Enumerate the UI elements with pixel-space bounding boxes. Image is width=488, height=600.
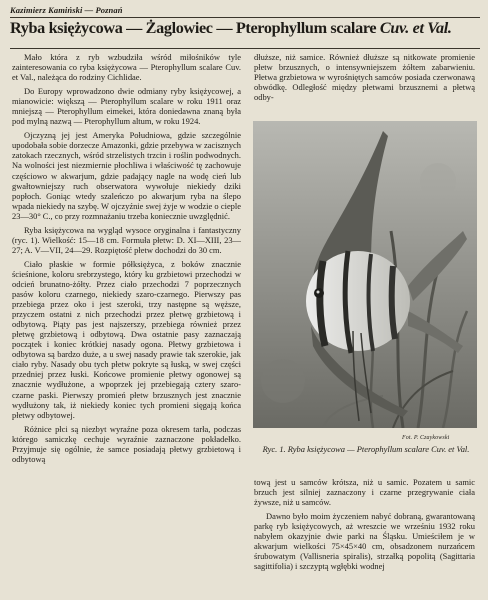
paragraph: Ryba księżycowa na wygląd wysoce oryginalna i fantastyczny (ryc. 1). Wielkość: 15—18 cm. Formuła płetw: D. XI—XIII, 23—27; A. V—VII, 24—29. Rozpiętość płetw dochodzi do 30 cm. — [12, 224, 241, 255]
figure-caption: Ryc. 1. Ryba księżycowa — Pterophyllum scalare Cuv. et Val. — [262, 444, 470, 454]
photo-credit: Fot. P. Czaykowski — [402, 435, 450, 441]
paragraph: Różnice płci są niezbyt wyraźne poza okresem tarła, podczas którego samiczkę cechuje wyraźnie zaznaczone pokładełko. Przyjmuje się ogólnie, że samce posiadają płetwy grzbietową i odbytową — [12, 423, 241, 464]
title-author-citation: Cuv. et Val. — [379, 19, 452, 37]
title-rule — [10, 48, 480, 49]
right-column-top — [254, 52, 475, 118]
header-rule — [10, 17, 480, 18]
right-column-bottom — [254, 477, 475, 598]
running-head: Kazimierz Kamiński — Poznań — [10, 5, 123, 15]
paragraph: Mało która z ryb wzbudziła wśród miłośników tyle zainteresowania co ryba księżycowa — Pterophyllum scalare Cuv. et Val., należąca do rodziny Cichlidae. — [12, 52, 241, 83]
title-text: Ryba księżycowa — Żaglowiec — Pterophyllum scalare — [10, 19, 380, 37]
paragraph: dłuższe, niż samice. Również dłuższe są nitkowate promienie płetw brzusznych, o intensywniejszem żółtem zabarwieniu. Płetwa grzbietowa w wyrośniętych samców posiada czerwonawą obwódkę. Odległość między płetwami brzusznemi a płetwą odby- — [254, 52, 475, 103]
article-title — [10, 19, 480, 38]
paragraph: Do Europy wprowadzono dwie odmiany ryby księżycowej, a mianowicie: większą — Pterophyllum scalare w roku 1911 oraz mniejszą — Pterophyllum eimekei, która doniedawna znaną była pod mylną nazwą — Pterophyllum altum, w roku 1924. — [12, 86, 241, 127]
paragraph: Ojczyzną jej jest Ameryka Południowa, gdzie szczególnie upodobała sobie dorzecze Amazonki, gdzie przebywa w zacisznych zatokach rzecznych, wśród strzelistych trzcin i roślin podwodnych. Na wolności jest niezmiernie płochliwa i właściwość tę zachowuje częściowo w akwarjum, gdzie padający nagle na wodę cień lub gwałtowniejszy ruch obserwatora wywołuje niekiedy dziki popłoch. Goniąc wtedy szaleńczo po akwarjum ryba na ślepo wpada niekiedy na szybę. W ojczyźnie swej żyje w wodzie o cieple 23—30° C., co przy rozmnażaniu trzeba koniecznie uwzględnić. — [12, 130, 241, 221]
left-column — [12, 52, 241, 598]
paragraph: Dawno było moim życzeniem nabyć dobraną, gwarantowaną parkę ryb księżycowych, aż wreszcie we wrześniu 1932 roku nabyłem okazyjnie dwie parki na Śląsku. Umieściłem je w akwarjum wielkości 75×45×40 cm, obsadzonem nurzańcem śrubowatym (Vallisneria spiralis), strzałką popolitą (Sagittaria sagittifolia) i szczyptą wgłębki wodnej — [254, 511, 475, 572]
paragraph: tową jest u samców krótsza, niż u samic. Pozatem u samic brzuch jest silniej zaznaczony i czarne przegrywanie ciała żywsze, niż u samców. — [254, 477, 475, 508]
angelfish-photo — [253, 121, 477, 428]
paragraph: Ciało płaskie w formie półksiężyca, z boków znacznie ścieśnione, koloru srebrzystego, który ku grzbietowi przechodzi w odcień brunatno-żółty. Przez ciało przechodzi 7 poprzecznych pasów koloru czarnego, niekiedy szaro-czarnego. Pierwszy pas przebiega przez oko i jest szeroki, trzy następne są węższe, przyczem ostatni z nich przechodzi przez płetwę grzbietową i odbytową. Piąty pas jest najszerszy, przebiega również przez płetwę grzbietową i odbytową. Dwa ostatnie pasy zaznaczają początek i koniec krótkiej nasady ogona. Płetwy grzbietowa i odbytowa są bardzo duże, a u swej nasady prawie tak szerokie, jak ciało ryby. Nasady obu tych płetw pokryte są łuską, w swej części przedniej przez łuski. Końcowe promienie płetwy ogonowej są znacznie wydłużone, a wpoprzek jej przebiegają cztery szaro-czarne paski. Pierwszy promień płetw brzusznych jest znacznie wydłużony tak, iż niekiedy koniec tych promieni sięgają końca płetwy odbytowej. — [12, 258, 241, 420]
